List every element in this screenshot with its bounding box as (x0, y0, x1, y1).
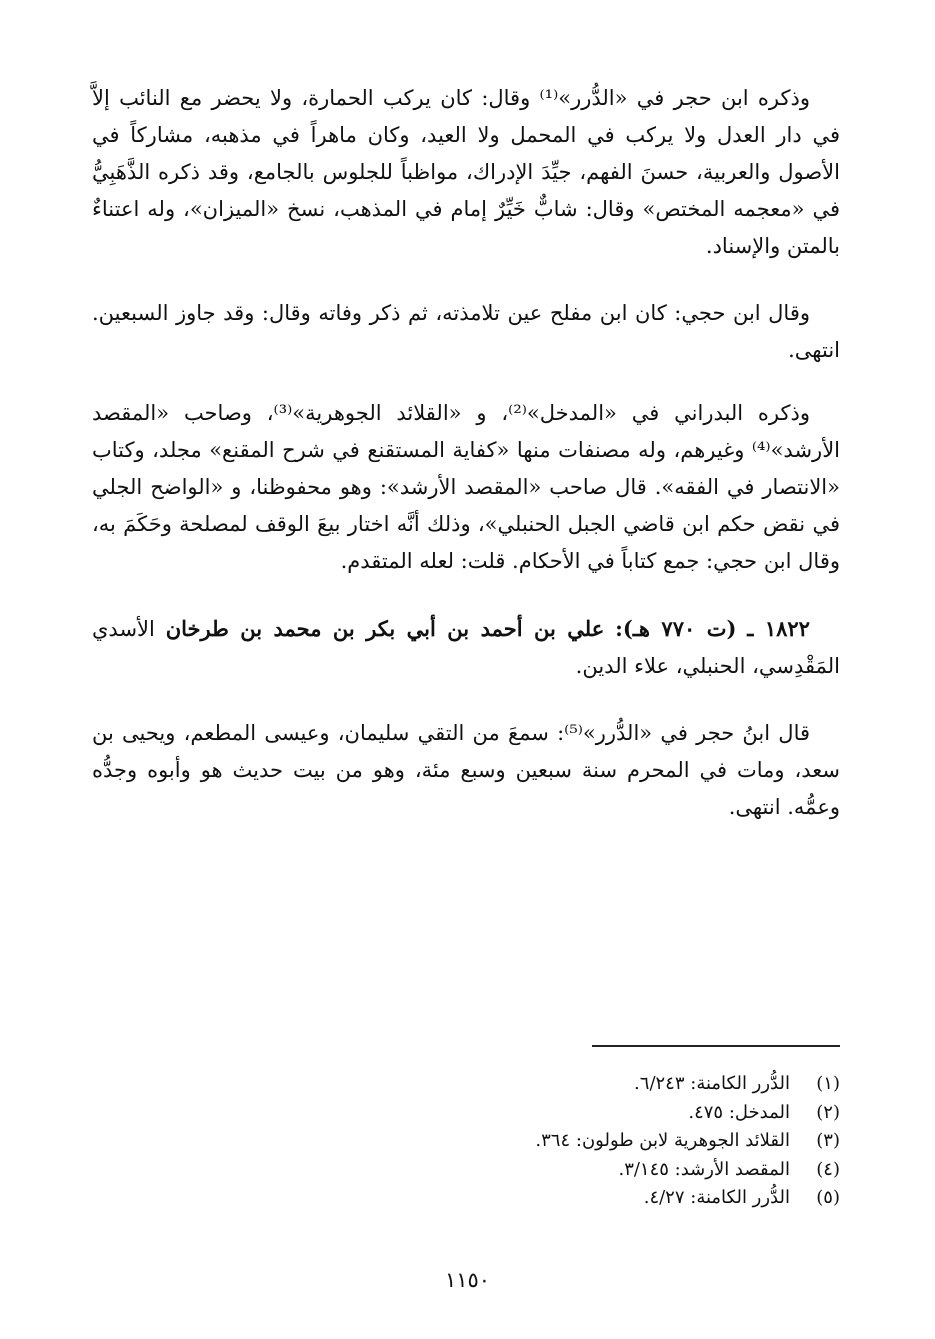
page-body (92, 80, 840, 1208)
entry-rest: الأسدي المَقْدِسي، الحنبلي، علاء الدين. (92, 617, 840, 678)
paragraph-1: وذكره ابن حجر في «الدُّرر»⁽¹⁾ وقال: كان يركب الحمارة، ولا يحضر مع النائب إلاَّ في دار العدل ولا يركب في المحمل ولا العيد، وكان ماهراً في مذهبه، مشاركاً في الأصول والعربية، حسنَ الفهم، جيِّدَ الإدراك، مواظباً للجلوس بالجامع، وقد ذكره الذَّهَبِيُّ في «معجمه المختص» وقال: شابٌّ خَيِّرٌ إمام في المذهب، نسخ «الميزان»، وله اعتناءٌ بالمتن والإسناد. (92, 86, 840, 258)
paragraph-2: وقال ابن حجي: كان ابن مفلح عين تلامذته، ثم ذكر وفاته وقال: وقد جاوز السبعين. انتهى. (92, 301, 840, 362)
footnote-5: (٥) الدُّرر الكامنة: ٤/٢٧. (643, 1187, 840, 1208)
entry-name: علي بن أحمد بن أبي بكر بن محمد بن طرخان (165, 616, 605, 641)
footnote-1: (١) الدُّرر الكامنة: ٦/٢٤٣. (634, 1073, 840, 1094)
paragraph-last: قال ابنُ حجر في «الدُّرر»⁽⁵⁾: سمعَ من التقي سليمان، وعيسى المطعم، ويحيى بن سعد، ومات في المحرم سنة سبعين وسبع مئة، وهو من بيت حديث هو وأبوه وجدُّه وعمُّه. انتهى. (92, 721, 840, 819)
footnote-2: (٢) المدخل: ٤٧٥. (688, 1101, 840, 1123)
biography-entry (92, 610, 840, 685)
page-number: ١١٥٠ (444, 1268, 491, 1292)
footnotes (240, 1070, 840, 1213)
footnote-3: (٣) القلائد الجوهرية لابن طولون: ٣٦٤. (535, 1130, 840, 1151)
entry-number: ١٨٢٢ ـ (747, 616, 810, 641)
footnote-4: (٤) المقصد الأرشد: ٣/١٤٥. (618, 1158, 840, 1180)
paragraph-3: وذكره البدراني في «المدخل»⁽²⁾، و «القلائد الجوهرية»⁽³⁾، وصاحب «المقصد الأرشد»⁽⁴⁾ وغيرهم، وله مصنفات منها «كفاية المستقنع في شرح المقنع» مجلد، وكتاب «الانتصار في الفقه». قال صاحب «المقصد الأرشد»: وهو محفوظنا، و «الواضح الجلي في نقض حكم ابن قاضي الجبل الحنبلي»، وذلك أنَّه اختار بيعَ الوقف لمصلحة وحَكَمَ به، وقال ابن حجي: جمع كتاباً في الأحكام. قلت: لعله المتقدم. (92, 401, 840, 573)
footnote-separator (592, 1045, 840, 1047)
entry-date: (ت ٧٧٠ هـ): (615, 616, 737, 641)
